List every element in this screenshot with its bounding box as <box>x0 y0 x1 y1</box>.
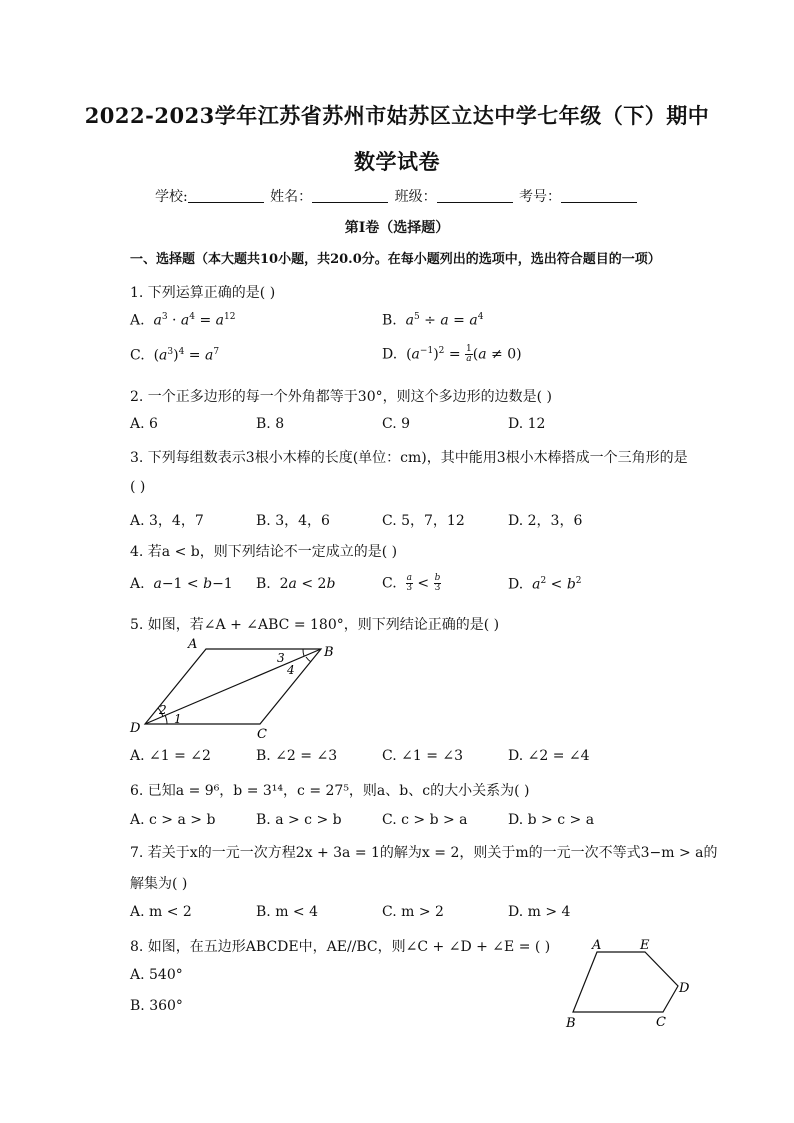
q4-option-d: D. $a^2 < b^2$ <box>508 576 582 593</box>
q2-stem: 2. 一个正多边形的每一个外角都等于30°，则这个多边形的边数是( ) <box>130 389 552 405</box>
q5-label-d: D <box>130 721 141 736</box>
q7-option-b: B. m < 4 <box>256 904 319 920</box>
q5-label-b: B <box>324 645 334 660</box>
q1-stem: 1. 下列运算正确的是( ) <box>130 285 276 301</box>
q4-option-b: B. 2a < 2b <box>256 576 336 592</box>
q1-option-c: C. $(a^3)^4 = a^7$ <box>130 347 220 364</box>
q6-stem: 6. 已知a = 9⁶，b = 3¹⁴，c = 27⁵，则a、b、c的大小关系为( ) <box>130 783 530 799</box>
q8-label-c: C <box>656 1015 666 1030</box>
q7-option-c: C. m > 2 <box>382 904 444 920</box>
q4-option-c: C. $\frac{a}{3}$ < $\frac{b}{3}$ <box>382 573 441 593</box>
q2-option-a: A. 6 <box>130 416 158 432</box>
q6-option-c: C. c > b > a <box>382 812 468 828</box>
q8-label-e: E <box>640 938 650 953</box>
q3-option-b: B. 3，4，6 <box>256 513 330 529</box>
q5-label-1: 1 <box>174 712 182 726</box>
q7-option-d: D. m > 4 <box>508 904 571 920</box>
q5-diagonal-db <box>145 649 321 724</box>
q1-option-d: D. $(a^{-1})^2$ = $\frac{1}{a}$ (a ≠ 0) <box>382 344 522 364</box>
q5-angle-arc-3 <box>303 649 304 656</box>
q2-option-d: D. 12 <box>508 416 546 432</box>
q3-stem-cont: ( ) <box>130 479 146 495</box>
q5-angle-arc-4 <box>306 657 311 662</box>
q5-option-c: C. ∠1 = ∠3 <box>382 748 464 764</box>
q6-option-a: A. c > a > b <box>130 812 216 828</box>
q8-label-b: B <box>566 1016 576 1031</box>
q6-option-b: B. a > c > b <box>256 812 342 828</box>
q1-option-a: A. $a^3 \cdot a^4 = a^{12}$ <box>130 312 236 329</box>
number-blank <box>561 188 637 203</box>
q5-option-b: B. ∠2 = ∠3 <box>256 748 338 764</box>
q2-option-b: B. 8 <box>256 416 285 432</box>
q5-label-4: 4 <box>287 663 295 677</box>
school-label: 学校: <box>154 189 188 205</box>
q8-option-b: B. 360° <box>130 998 183 1014</box>
q5-parallelogram-figure <box>125 634 345 744</box>
name-blank <box>312 188 388 203</box>
q5-label-a: A <box>188 637 198 652</box>
class-label: 班级： <box>394 189 437 205</box>
q7-option-a: A. m < 2 <box>130 904 192 920</box>
q8-label-d: D <box>679 981 690 996</box>
exam-title-line2: 数学试卷 <box>354 149 440 174</box>
q7-stem: 7. 若关于x的一元一次方程2x + 3a = 1的解为x = 2，则关于m的一元一次不等式3−m > a的 <box>130 845 718 861</box>
class-blank <box>437 188 513 203</box>
q5-option-a: A. ∠1 = ∠2 <box>130 748 211 764</box>
q3-stem: 3. 下列每组数表示3根小木棒的长度(单位：cm)，其中能用3根小木棒搭成一个三角形的是 <box>130 450 688 466</box>
q5-option-d: D. ∠2 = ∠4 <box>508 748 590 764</box>
q1-option-b: B. $a^5 \div a = a^4$ <box>382 312 484 329</box>
q3-option-d: D. 2，3，6 <box>508 513 583 529</box>
q7-stem-cont: 解集为( ) <box>130 876 188 892</box>
volume-heading: 第I卷（选择题） <box>344 220 450 236</box>
q8-label-a: A <box>592 938 602 953</box>
exam-title-line1: 2022-2023学年江苏省苏州市姑苏区立达中学七年级（下）期中 <box>84 103 710 128</box>
school-blank <box>188 188 264 203</box>
q3-option-c: C. 5，7，12 <box>382 513 465 529</box>
q5-label-c: C <box>257 727 267 742</box>
q5-label-2: 2 <box>159 703 167 717</box>
q4-option-a: A. a−1 < b−1 <box>130 576 233 592</box>
q2-option-c: C. 9 <box>382 416 411 432</box>
q8-stem: 8. 如图，在五边形ABCDE中，AE//BC，则∠C + ∠D + ∠E = ( ) <box>130 939 551 955</box>
number-label: 考号： <box>519 189 562 205</box>
student-info-row <box>0 186 794 206</box>
name-label: 姓名： <box>270 189 313 205</box>
q6-option-d: D. b > c > a <box>508 812 595 828</box>
q8-pentagon <box>573 952 678 1012</box>
q8-option-a: A. 540° <box>130 967 183 983</box>
q5-label-3: 3 <box>277 651 285 665</box>
section-heading: 一、选择题（本大题共10小题，共20.0分。在每小题列出的选项中，选出符合题目的一项） <box>130 252 661 267</box>
q5-stem: 5. 如图，若∠A + ∠ABC = 180°，则下列结论正确的是( ) <box>130 617 500 633</box>
q8-pentagon-figure <box>560 932 700 1032</box>
q3-option-a: A. 3，4，7 <box>130 513 204 529</box>
q4-stem: 4. 若a < b，则下列结论不一定成立的是( ) <box>130 544 398 560</box>
